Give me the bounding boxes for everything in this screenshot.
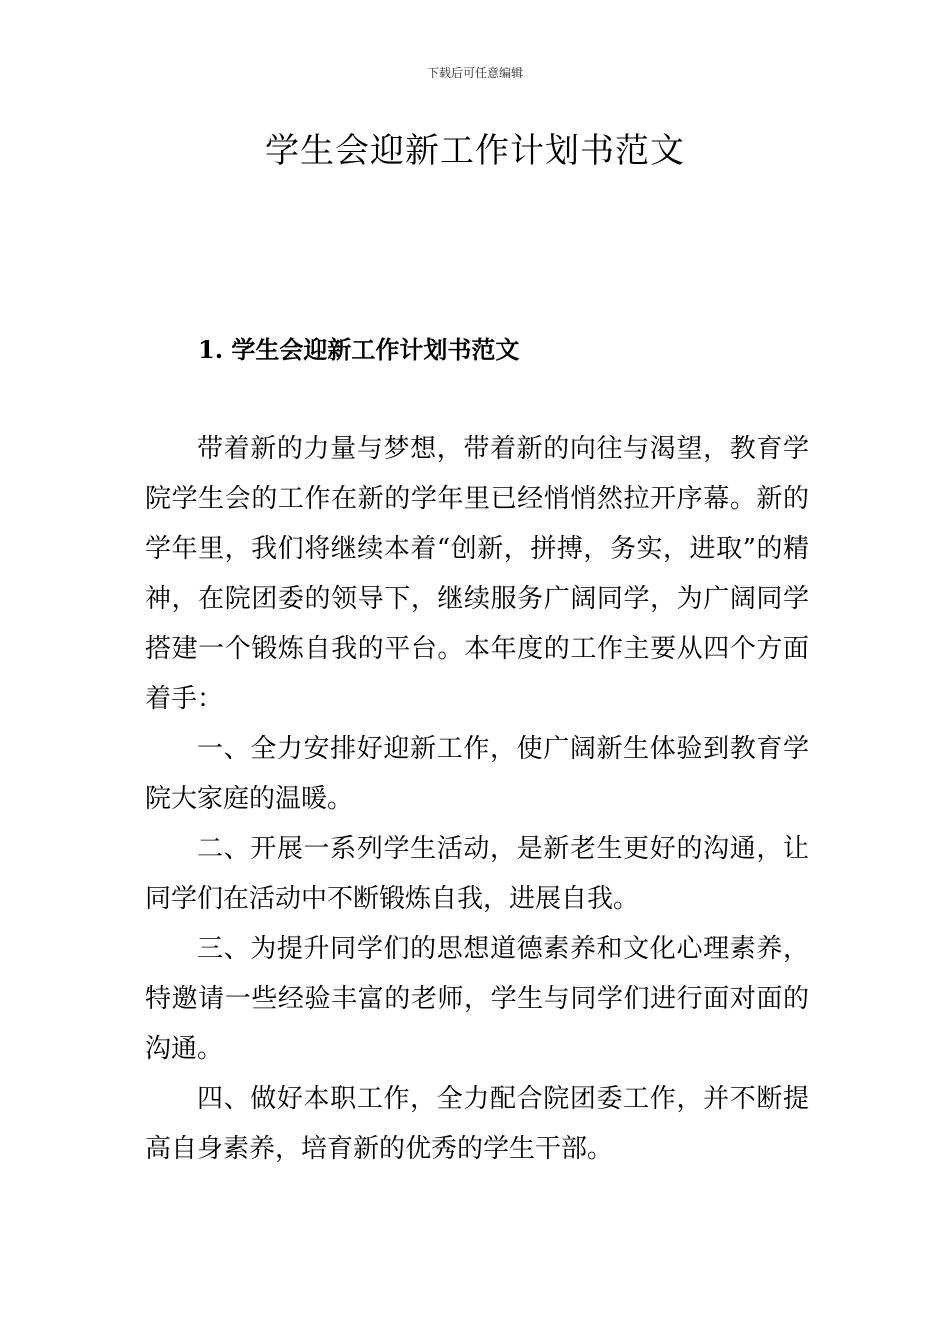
paragraph-intro: 带着新的力量与梦想，带着新的向往与渴望，教育学院学生会的工作在新的学年里已经悄悄然拉开序幕。新的学年里，我们将继续本着“创新，拼搏，务实，进取”的精神，在院团委的领导下，继续服务广阔同学，为广阔同学搭建一个锻炼自我的平台。本年度的工作主要从四个方面着手： <box>145 434 809 714</box>
paragraph-item-2: 二、开展一系列学生活动，是新老生更好的沟通，让同学们在活动中不断锻炼自我，进展自我。 <box>145 834 809 914</box>
paragraph-item-3: 三、为提升同学们的思想道德素养和文化心理素养，特邀请一些经验丰富的老师，学生与同学们进行面对面的沟通。 <box>145 934 809 1064</box>
document-title: 学生会迎新工作计划书范文 <box>265 131 685 171</box>
paragraph-item-4: 四、做好本职工作，全力配合院团委工作，并不断提高自身素养，培育新的优秀的学生干部。 <box>145 1084 809 1164</box>
header-note: 下载后可任意编辑 <box>426 66 523 80</box>
paragraph-item-1: 一、全力安排好迎新工作，使广阔新生体验到教育学院大家庭的温暖。 <box>145 734 809 814</box>
document-body <box>145 424 809 1174</box>
section-heading: 1. 学生会迎新工作计划书范文 <box>198 335 520 364</box>
